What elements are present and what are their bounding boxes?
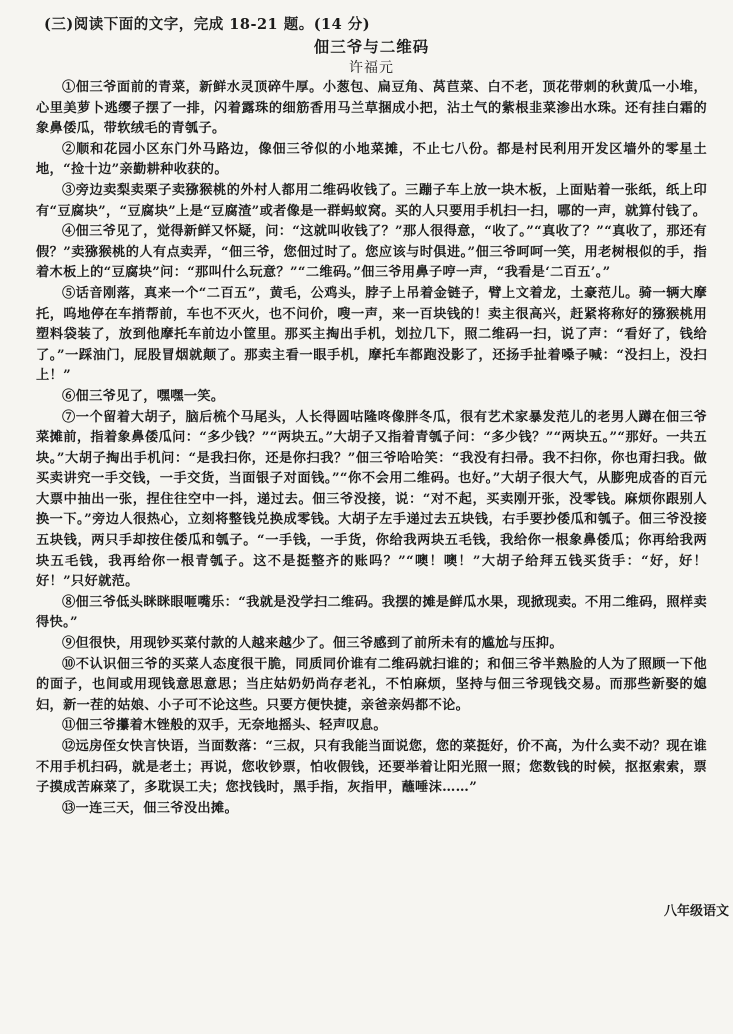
- story-author: 许福元: [349, 60, 394, 76]
- paragraph-9: ⑨但很快，用现钞买菜付款的人越来越少了。佃三爷感到了前所未有的尴尬与压抑。: [62, 636, 563, 652]
- paragraph-3: ③旁边卖梨卖栗子卖猕猴桃的外村人都用二维码收钱了。三蹦子车上放一块木板，上面贴着一张纸，纸上印有“豆腐块”，“豆腐块”上是“豆腐渣”或者像是一群蚂蚁窝。买的人只要用手机扫一扫，哪的一声，就算付钱了。: [36, 182, 707, 219]
- paragraph-11: ⑪佃三爷攥着木锉般的双手，无奈地摇头、轻声叹息。: [62, 718, 387, 734]
- paragraph-12: ⑫远房侄女快言快语，当面数落：“三叔，只有我能当面说您，您的菜挺好，价不高，为什么卖不动？现在谁不用手机扫码，就是老土；再说，您收钞票，怕收假钱，还要举着让阳光照一照；您数钱的时候，抠抠索索，票子摸成苦麻菜了，多耽误工夫；您找钱时，黑手指，灰指甲，蘸唾沫……”: [36, 739, 707, 796]
- page-footer-label: 八年级语文: [663, 904, 729, 919]
- paragraph-7: ⑦一个留着大胡子，脑后梳个马尾头，人长得圆咕隆咚像胖冬瓜，很有艺术家暴发范儿的老男人蹲在佃三爷菜摊前，指着象鼻倭瓜问：“多少钱？”“两块五。”大胡子又指着青瓠子问：“多少钱？”“两块五。”“那好。一共五块。”大胡子掏出手机问：“是我扫你，还是你扫我？”佃三爷哈哈笑：“我没有扫帚。我不扫你，你也甭扫我。做买卖讲究一手交钱，一手交货，当面银子对面钱。”“你不会用二维码。也好。”大胡子很大气，从膨兜成沓的百元大票中抽出一张，捏住往空中一抖，递过去。佃三爷没接，说：“对不起，买卖刚开张，没零钱。麻烦你跟别人换一下。”旁边人很热心，立刻将整钱兑换成零钱。大胡子左手递过去五块钱，右手要抄倭瓜和瓠子。佃三爷没接五块钱，两只手却按住倭瓜和瓠子。“一手钱，一手货，你给我两块五毛钱，我给你一根象鼻倭瓜；你再给我两块五毛钱，我再给你一根青瓠子。这不是挺整齐的账吗？”“噢！噢！”大胡子给拜五钱买货手：“好，好！好！”只好就范。: [36, 409, 707, 590]
- paragraph-5: ⑤话音刚落，真来一个“二百五”，黄毛，公鸡头，脖子上吊着金链子，臂上文着龙，土豪范儿。骑一辆大摩托，呜地停在车捎帮前，车也不灭火，也不问价，嗖一声，来一百块钱的！卖主很高兴，赶紧将称好的猕猴桃用塑料袋装了，放到他摩托车前边小筐里。那买主掏出手机，划拉几下，照二维码一扫，说了声：“看好了，钱给了。”一踩油门，屁股冒烟就颠了。那卖主看一眼手机，摩托车都跑没影了，还扬手扯着嗓子喊：“没扫上，没扫上！”: [36, 285, 707, 384]
- paragraph-4: ④佃三爷见了，觉得新鲜又怀疑，问：“这就叫收钱了？”那人很得意，“收了。”“真收了？”“真收了，那还有假？”卖猕猴桃的人有点卖弄，“佃三爷，您佃过时了。您应该与时俱进。”佃三爷呵呵一笑，用老树根似的手，指着木板上的“豆腐块”问：“那叫什么玩意？”“二维码。”佃三爷用鼻子哼一声，“我看是‘二百五’。”: [36, 224, 707, 281]
- paragraph-1: ①佃三爷面前的青菜，新鲜水灵顶碎牛厚。小葱包、扁豆角、莴苣菜、白不老，顶花带刺的秋黄瓜一小堆，心里美萝卜逃缨子摆了一排，闪着露珠的细筋香用马兰草捆成小把，沾土气的紫根韭菜渗出水珠。还有挂白霜的象鼻倭瓜，带软绒毛的青瓠子。: [36, 80, 707, 137]
- question-instruction: (三)阅读下面的文字，完成 18-21 题。(14 分): [44, 16, 371, 33]
- paragraph-10: ⑩不认识佃三爷的买菜人态度很干脆，同质同价谁有二维码就扫谁的；和佃三爷半熟脸的人为了照顾一下他的面子，也间或用现钱意思意思；当庄姑奶奶尚存老礼，不怕麻烦，坚持与佃三爷现钱交易。而那些新娶的媳妇，新一茬的姑娘、小子可不论这些。只要方便快捷，亲爸亲妈都不论。: [36, 656, 707, 713]
- paragraph-8: ⑧佃三爷低头眯眯眼咂嘴乐：“我就是没学扫二维码。我摆的摊是鲜瓜水果，现掀现卖。不用二维码，照样卖得快。”: [36, 594, 707, 631]
- paragraph-2: ②顺和花园小区东门外马路边，像佃三爷似的小地菜摊，不止七八份。都是村民利用开发区墙外的零星土地，“捡十边”亲勤耕种收获的。: [36, 141, 707, 178]
- paragraph-13: ⑬一连三天，佃三爷没出摊。: [62, 800, 238, 816]
- story-title: 佃三爷与二维码: [313, 37, 430, 56]
- paragraph-6: ⑥佃三爷见了，嘿嘿一笑。: [62, 388, 225, 404]
